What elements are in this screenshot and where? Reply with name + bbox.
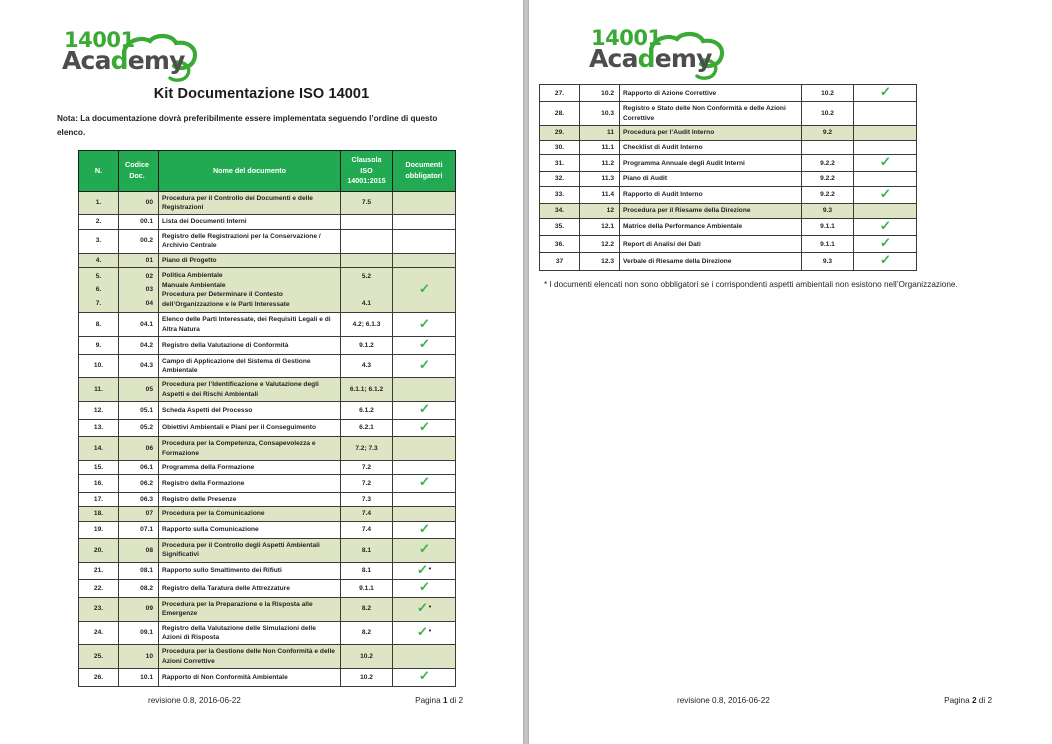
brand-logo [62, 30, 202, 86]
table-row [540, 126, 917, 140]
cell-mandatory [854, 253, 917, 270]
cell-document-name: Scheda Aspetti del Processo [159, 402, 341, 419]
cell-code: 12.2 [580, 236, 620, 253]
cell-document-name: Rapporto di Non Conformità Ambientale [159, 669, 341, 686]
table-row [79, 378, 456, 402]
cell-mandatory [393, 253, 456, 267]
table-row [79, 215, 456, 229]
cell-number: 18. [79, 507, 119, 521]
cell-number: 15. [79, 460, 119, 474]
logo-academy-accent: d [110, 46, 128, 75]
cell-clause: 7.2 [341, 475, 393, 492]
cell-clause: 8.1 [341, 562, 393, 580]
table-row [79, 521, 456, 538]
cell-document-name: Rapporto sulla Comunicazione [159, 521, 341, 538]
cell-document-name: Procedura per il Controllo degli Aspetti Ambientali Significativi [159, 538, 341, 562]
cell-code: 12 [580, 204, 620, 218]
cell-mandatory [393, 521, 456, 538]
col-header-code-line1: Codice [125, 160, 149, 170]
cell-code: 11 [580, 126, 620, 140]
cell-clause: 6.1.1; 6.1.2 [341, 378, 393, 402]
cell-mandatory [393, 580, 456, 597]
cell-code: 10 [119, 645, 159, 669]
cell-number: 24. [79, 621, 119, 645]
page-indicator-prefix: Pagina [415, 696, 443, 705]
cell-code: 07.1 [119, 521, 159, 538]
cell-mandatory [854, 186, 917, 203]
page-indicator-number: 2 [971, 696, 977, 705]
table-row [540, 186, 917, 203]
table-row [540, 236, 917, 253]
cell-document-name: Rapporto di Audit Interno [620, 186, 802, 203]
col-header-code [119, 151, 159, 192]
page-indicator [944, 696, 992, 705]
cell-document-name: Lista dei Documenti Interni [159, 215, 341, 229]
page-title: Kit Documentazione ISO 14001 [153, 86, 370, 102]
cell-document-name: Procedura per l’Audit Interno [620, 126, 802, 140]
mandatory-check-icon: ✓ [418, 315, 430, 331]
cell-code: 11.4 [580, 186, 620, 203]
cell-mandatory [393, 313, 456, 337]
cell-document-name: Registro delle Registrazioni per la Conservazione / Archivio Centrale [159, 229, 341, 253]
mandatory-check-icon: ✓ [879, 217, 891, 233]
cell-code: 09.1 [119, 621, 159, 645]
cell-number: 29. [540, 126, 580, 140]
cell-document-name: Registro delle Presenze [159, 492, 341, 506]
cell-clause: 9.2.2 [802, 172, 854, 186]
cell-number: 35. [540, 218, 580, 235]
cell-number: 11. [79, 378, 119, 402]
mandatory-check-icon: ✓ [418, 336, 430, 352]
logo-academy-prefix: Aca [62, 46, 111, 75]
cell-clause: 7.2; 7.3 [341, 437, 393, 461]
cell-code: 05 [119, 378, 159, 402]
cell-document-name: Campo di Applicazione del Sistema di Gestione Ambientale [159, 354, 341, 378]
cell-clause-item: 4.1 [361, 299, 372, 307]
cell-number: 23. [79, 597, 119, 621]
mandatory-check-icon: ✓ [418, 401, 430, 417]
page-footer-2 [529, 696, 1052, 710]
col-header-clause-line3: 14001:2015 [347, 176, 386, 185]
cell-clause [341, 253, 393, 267]
cell-clause: 4.2; 6.1.3 [341, 313, 393, 337]
mandatory-check-icon: ✓ [879, 84, 891, 99]
cell-code: 00.2 [119, 229, 159, 253]
document-page-2 [529, 0, 1052, 744]
cell-number: 19. [79, 521, 119, 538]
cell-clause-group [341, 267, 393, 313]
table-row [540, 253, 917, 270]
mandatory-check-icon: ✓ [418, 541, 430, 557]
cell-number: 22. [79, 580, 119, 597]
cell-clause: 9.3 [802, 204, 854, 218]
cell-number-item: 7. [95, 299, 102, 307]
table-row [79, 580, 456, 597]
cell-document-name: Registro della Taratura delle Attrezzature [159, 580, 341, 597]
cell-number: 31. [540, 155, 580, 172]
col-header-number: N. [79, 151, 119, 192]
mandatory-check-icon: ✓ [418, 668, 430, 684]
mandatory-check-icon: ✓ [879, 185, 891, 201]
cell-number: 12. [79, 402, 119, 419]
cell-document-name: Verbale di Riesame della Direzione [620, 253, 802, 270]
logo-text-14001: 14001 [591, 26, 662, 50]
cell-code: 08.1 [119, 562, 159, 580]
cell-mandatory [854, 172, 917, 186]
cell-code: 06 [119, 437, 159, 461]
cell-code: 07 [119, 507, 159, 521]
mandatory-check-icon: ✓ [879, 252, 891, 268]
cell-clause: 7.5 [341, 191, 393, 215]
table-row [79, 538, 456, 562]
col-header-mandatory-line1: Documenti [405, 160, 443, 170]
cell-clause: 8.2 [341, 597, 393, 621]
cell-number: 21. [79, 562, 119, 580]
cell-document-name: Procedura per la Comunicazione [159, 507, 341, 521]
cell-code-item: 04 [145, 299, 153, 307]
cell-document-name: Report di Analisi dei Dati [620, 236, 802, 253]
cell-document-name: Programma della Formazione [159, 460, 341, 474]
revision-label: revisione 0.8, 2016-06-22 [677, 696, 770, 705]
table-row [540, 155, 917, 172]
cell-code: 05.2 [119, 419, 159, 436]
cell-mandatory [393, 645, 456, 669]
logo-academy-accent: d [637, 44, 655, 73]
cell-number-group [79, 267, 119, 313]
cell-clause: 9.1.2 [341, 337, 393, 354]
footnote-marker: • [428, 627, 432, 635]
cell-clause: 8.2 [341, 621, 393, 645]
cell-code: 10.2 [580, 85, 620, 102]
cell-document-name: Piano di Progetto [159, 253, 341, 267]
cell-document-name: Procedura per l’Identificazione e Valutazione degli Aspetti e dei Rischi Ambientali [159, 378, 341, 402]
cell-clause: 10.2 [802, 102, 854, 126]
table-row [79, 253, 456, 267]
cell-number: 25. [79, 645, 119, 669]
table-row [540, 140, 917, 154]
cell-code: 04.3 [119, 354, 159, 378]
cell-clause: 10.2 [341, 669, 393, 686]
cell-number: 9. [79, 337, 119, 354]
col-header-clause [341, 151, 393, 192]
page-indicator-prefix: Pagina [944, 696, 972, 705]
cell-number: 13. [79, 419, 119, 436]
table-row [79, 437, 456, 461]
cell-clause: 9.3 [802, 253, 854, 270]
cell-document-name: Procedura per il Controllo dei Documenti e delle Registrazioni [159, 191, 341, 215]
col-header-clause-line1: Clausola [351, 155, 382, 164]
cell-document-name-item: Manuale Ambientale [162, 281, 226, 289]
cell-mandatory [393, 621, 456, 645]
cell-mandatory [854, 85, 917, 102]
cell-clause-item: 5.2 [361, 272, 372, 280]
mandatory-check-icon: ✓ [418, 474, 430, 490]
cell-clause [802, 140, 854, 154]
cell-document-name: Procedura per la Gestione delle Non Conformità e delle Azioni Correttive [159, 645, 341, 669]
cell-code-item: 02 [145, 272, 153, 280]
logo-text-14001: 14001 [64, 28, 135, 52]
table-row [79, 402, 456, 419]
cell-clause: 7.3 [341, 492, 393, 506]
table-header [79, 151, 456, 192]
cell-number-item: 6. [95, 286, 102, 294]
cell-clause: 6.1.2 [341, 402, 393, 419]
cell-mandatory [393, 419, 456, 436]
cell-code: 11.3 [580, 172, 620, 186]
cell-document-name: Rapporto sullo Smaltimento dei Rifiuti [159, 562, 341, 580]
cell-number: 14. [79, 437, 119, 461]
table-row [79, 460, 456, 474]
cell-mandatory [393, 354, 456, 378]
cell-clause-item [344, 283, 389, 297]
cell-document-name: Rapporto di Azione Correttive [620, 85, 802, 102]
document-page-1 [0, 0, 523, 744]
cell-number: 36. [540, 236, 580, 253]
cell-code: 04.2 [119, 337, 159, 354]
cell-code: 06.3 [119, 492, 159, 506]
table-row [540, 204, 917, 218]
page-indicator-suffix: di 2 [976, 696, 992, 705]
cell-clause: 9.2 [802, 126, 854, 140]
mandatory-check-icon: ✓ [416, 623, 428, 639]
cell-document-name: Checklist di Audit Interno [620, 140, 802, 154]
cell-document-name: Programma Annuale degli Audit Interni [620, 155, 802, 172]
cell-clause: 8.1 [341, 538, 393, 562]
col-header-mandatory-line2: obbligatori [405, 170, 443, 180]
logo-text-academy [62, 48, 185, 74]
cell-mandatory [393, 215, 456, 229]
cell-mandatory [854, 140, 917, 154]
page-indicator-number: 1 [442, 696, 448, 705]
col-header-mandatory [393, 151, 456, 192]
cell-code-group [119, 267, 159, 313]
mandatory-check-icon: ✓ [418, 520, 430, 536]
table-row [540, 218, 917, 235]
table-row [79, 337, 456, 354]
cell-code: 01 [119, 253, 159, 267]
mandatory-check-icon: ✓ [879, 235, 891, 251]
cell-document-name: Matrice della Performance Ambientale [620, 218, 802, 235]
cell-code: 10.1 [119, 669, 159, 686]
cell-number: 32. [540, 172, 580, 186]
logo-academy-suffix: emy [654, 44, 712, 73]
cell-number: 3. [79, 229, 119, 253]
page-indicator [415, 696, 463, 705]
cell-clause [341, 229, 393, 253]
table-row [79, 669, 456, 686]
cell-mandatory [854, 236, 917, 253]
cell-clause: 7.4 [341, 521, 393, 538]
cell-mandatory [854, 155, 917, 172]
brand-logo-page2 [589, 28, 729, 84]
cell-number-item: 5. [95, 272, 102, 280]
cell-document-name: Registro della Valutazione di Conformità [159, 337, 341, 354]
table-row [540, 172, 917, 186]
table-row [540, 102, 917, 126]
mandatory-check-icon: ✓ [416, 600, 428, 616]
cell-document-name: Registro della Formazione [159, 475, 341, 492]
cell-clause: 10.2 [802, 85, 854, 102]
cell-mandatory [393, 475, 456, 492]
cell-mandatory [393, 562, 456, 580]
cell-number: 16. [79, 475, 119, 492]
table-row [79, 419, 456, 436]
col-header-clause-line2: ISO [360, 165, 373, 175]
table-row [79, 191, 456, 215]
page-indicator-suffix: di 2 [447, 696, 463, 705]
cell-number: 37 [540, 253, 580, 270]
table-row [79, 229, 456, 253]
cell-number: 33. [540, 186, 580, 203]
table-row [79, 645, 456, 669]
col-header-document-name: Nome del documento [159, 151, 341, 192]
table-row [79, 313, 456, 337]
cell-mandatory [393, 378, 456, 402]
cell-document-name: Obiettivi Ambientali e Piani per il Conseguimento [159, 419, 341, 436]
cell-code: 12.1 [580, 218, 620, 235]
table-body-page1 [79, 191, 456, 686]
intro-note: Nota: La documentazione dovrà preferibilmente essere implementata seguendo l’ordine di questo elenco. [57, 114, 438, 137]
mandatory-check-icon: ✓ [418, 280, 430, 296]
cell-clause: 9.2.2 [802, 186, 854, 203]
cell-clause: 4.3 [341, 354, 393, 378]
cell-number: 17. [79, 492, 119, 506]
cell-document-name-group [159, 267, 341, 313]
cell-mandatory [393, 507, 456, 521]
logo-academy-suffix: emy [127, 46, 185, 75]
table-row [79, 475, 456, 492]
cell-mandatory [393, 492, 456, 506]
cell-code: 11.1 [580, 140, 620, 154]
table-row [79, 354, 456, 378]
cell-number: 34. [540, 204, 580, 218]
cell-document-name-item: Procedura per Determinare il Contesto dell’Organizzazione e le Parti Interessate [162, 291, 290, 308]
cell-number: 8. [79, 313, 119, 337]
page-footer-1 [0, 696, 523, 710]
cell-clause: 10.2 [341, 645, 393, 669]
documentation-kit-table-page2 [539, 84, 917, 271]
cell-document-name-item: Politica Ambientale [162, 272, 223, 279]
cell-clause: 7.4 [341, 507, 393, 521]
cell-code: 12.3 [580, 253, 620, 270]
cell-clause: 9.1.1 [802, 236, 854, 253]
cell-clause: 9.1.1 [802, 218, 854, 235]
mandatory-check-icon: ✓ [418, 418, 430, 434]
cell-number: 27. [540, 85, 580, 102]
cell-code: 08.2 [119, 580, 159, 597]
table-row [79, 492, 456, 506]
cell-document-name: Registro e Stato delle Non Conformità e delle Azioni Correttive [620, 102, 802, 126]
mandatory-check-icon: ✓ [418, 356, 430, 372]
cell-mandatory [393, 191, 456, 215]
table-row-merged [79, 267, 456, 313]
cell-clause [341, 215, 393, 229]
cell-code: 09 [119, 597, 159, 621]
mandatory-check-icon: ✓ [418, 579, 430, 595]
cell-code: 08 [119, 538, 159, 562]
cell-mandatory [854, 102, 917, 126]
cell-number: 28. [540, 102, 580, 126]
cell-clause: 9.1.1 [341, 580, 393, 597]
mandatory-check-icon: ✓ [416, 561, 428, 577]
table-header-row [79, 151, 456, 192]
cell-code: 11.2 [580, 155, 620, 172]
table-row [79, 562, 456, 580]
cell-document-name: Registro della Valutazione delle Simulazioni delle Azioni di Risposta [159, 621, 341, 645]
cell-mandatory [393, 538, 456, 562]
cell-clause: 7.2 [341, 460, 393, 474]
cell-document-name: Procedura per la Preparazione e la Risposta alle Emergenze [159, 597, 341, 621]
cell-code: 00.1 [119, 215, 159, 229]
footnote-marker: • [428, 603, 432, 611]
cell-mandatory [393, 267, 456, 313]
cell-code: 06.2 [119, 475, 159, 492]
table-body-page2 [540, 85, 917, 271]
cell-code: 05.1 [119, 402, 159, 419]
cell-number: 10. [79, 354, 119, 378]
cell-mandatory [393, 229, 456, 253]
table-row [540, 85, 917, 102]
mandatory-check-icon: ✓ [879, 154, 891, 170]
cell-document-name: Procedura per la Competenza, Consapevolezza e Formazione [159, 437, 341, 461]
cell-code: 10.3 [580, 102, 620, 126]
cell-document-name: Elenco delle Parti Interessate, dei Requisiti Legali e di Altra Natura [159, 313, 341, 337]
cell-number: 20. [79, 538, 119, 562]
col-header-code-line2: Doc. [129, 170, 145, 180]
cell-mandatory [854, 126, 917, 140]
logo-academy-prefix: Aca [589, 44, 638, 73]
cell-clause: 6.2.1 [341, 419, 393, 436]
cell-document-name: Procedura per il Riesame della Direzione [620, 204, 802, 218]
cell-code: 00 [119, 191, 159, 215]
cell-code: 06.1 [119, 460, 159, 474]
documentation-kit-table-page1 [78, 150, 456, 687]
cell-clause: 9.2.2 [802, 155, 854, 172]
revision-label: revisione 0.8, 2016-06-22 [148, 696, 241, 705]
footnote-marker: • [428, 565, 432, 573]
cell-mandatory [393, 669, 456, 686]
cell-number: 26. [79, 669, 119, 686]
cell-mandatory [393, 402, 456, 419]
logo-text-academy [589, 46, 712, 72]
cell-mandatory [854, 218, 917, 235]
cell-number: 30. [540, 140, 580, 154]
cell-mandatory [393, 597, 456, 621]
cell-mandatory [393, 337, 456, 354]
cell-mandatory [393, 437, 456, 461]
cell-number: 1. [79, 191, 119, 215]
cell-code: 04.1 [119, 313, 159, 337]
cell-number: 2. [79, 215, 119, 229]
cell-mandatory [393, 460, 456, 474]
table-row [79, 597, 456, 621]
cell-number: 4. [79, 253, 119, 267]
cell-code-item: 03 [145, 286, 153, 294]
cell-mandatory [854, 204, 917, 218]
cell-document-name: Piano di Audit [620, 172, 802, 186]
table-row [79, 507, 456, 521]
mandatory-footnote: * I documenti elencati non sono obbligatori se i corrispondenti aspetti ambientali non esistono nell’Organizzazione. [544, 280, 958, 289]
table-row [79, 621, 456, 645]
